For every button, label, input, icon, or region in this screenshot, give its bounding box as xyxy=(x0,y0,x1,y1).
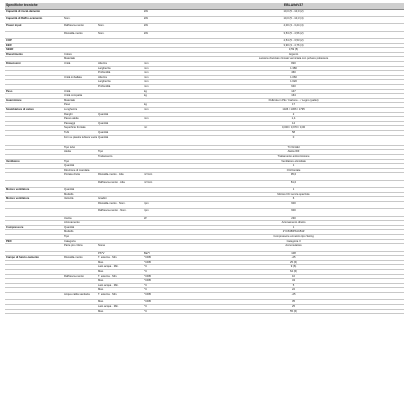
row-sub-label: Azionamento xyxy=(63,221,97,226)
row-sub-label: Quantità xyxy=(63,188,97,193)
row-sub-label: Materiale xyxy=(63,57,97,62)
row-detail-label: Raffresca-mento · Nom. xyxy=(97,209,143,216)
row-unit: mm xyxy=(143,80,183,85)
row-value: Orizzontale xyxy=(183,168,404,173)
row-value: 0 xyxy=(183,135,404,145)
row-value: 2 xyxy=(183,112,404,117)
row-detail-label: T. esterna · Min. xyxy=(97,292,143,299)
row-group-label: Motore ventilatore xyxy=(5,188,63,193)
row-unit: mm xyxy=(143,85,183,90)
row-sub-label xyxy=(63,209,97,216)
row-unit: mm xyxy=(143,66,183,71)
row-sub-label: Quantità xyxy=(63,225,97,230)
row-value: Pellicola in PE / Cartone... / Legno (pallet) xyxy=(183,98,404,103)
table-row xyxy=(5,16,404,23)
row-value: 9 (6) xyxy=(183,265,404,270)
row-group-label: Motore ventilatore xyxy=(5,197,63,202)
row-value: 25 xyxy=(183,304,404,309)
table-row xyxy=(5,135,404,145)
row-group-label: Power input xyxy=(5,24,63,31)
row-value: 10 xyxy=(183,274,404,279)
row-sub-label: Passaggi xyxy=(63,121,97,126)
row-value: 1326 / 1366 / 1795 xyxy=(183,107,404,112)
row-group-label: SEER xyxy=(5,48,63,53)
row-unit: mm xyxy=(143,75,183,80)
row-sub-label: Riscalda-mento xyxy=(63,256,97,261)
row-group-label: Ventilatore xyxy=(5,159,63,164)
row-sub-label: Lunghezza xyxy=(63,107,97,112)
row-value: 3,59 (5) xyxy=(183,48,404,53)
row-detail-label: Max. xyxy=(97,260,143,265)
row-unit: m³/min xyxy=(143,173,183,180)
row-sub-label: Materiale xyxy=(63,98,97,103)
row-group-label xyxy=(5,292,63,299)
row-value: 6 xyxy=(183,197,404,202)
table-row xyxy=(5,201,404,208)
row-value: 2YC63BPXA1B1# xyxy=(183,230,404,235)
row-value: 95,0 xyxy=(183,173,404,180)
row-group-label: EER xyxy=(5,43,63,48)
row-value: Argento xyxy=(183,52,404,57)
row-value: 1 xyxy=(183,188,404,193)
row-unit: °CDB xyxy=(143,274,183,279)
row-value: Ventilatore elicoidale xyxy=(183,159,404,164)
row-group-label: Capacità di riscal-damento xyxy=(5,9,63,16)
row-unit: kg xyxy=(143,94,183,99)
row-unit: kg xyxy=(143,89,183,94)
row-unit: Bar*l xyxy=(143,251,183,256)
row-value: 460 xyxy=(183,71,404,76)
row-value: 1 xyxy=(183,164,404,169)
row-value: 10,0 (5 - 10,0 (2) xyxy=(183,9,404,16)
row-value: Lamiera d'acciaio zincato verniciata con polvere poliestere xyxy=(183,57,404,62)
row-unit: rpm xyxy=(143,201,183,208)
row-detail-label: Max. xyxy=(97,309,143,314)
row-group-label xyxy=(5,180,63,187)
row-value: 55 (6) xyxy=(183,309,404,314)
table-row xyxy=(5,9,404,16)
row-unit: kW xyxy=(143,31,183,38)
row-unit: °CDB xyxy=(143,256,183,261)
row-value: Tri 6d HEI xyxy=(183,145,404,150)
row-value: 35 xyxy=(183,300,404,305)
row-detail-label: Quantità xyxy=(97,112,143,117)
row-unit: mm xyxy=(143,107,183,112)
row-detail-label: Tipo xyxy=(97,150,143,155)
table-row xyxy=(5,309,404,314)
row-unit: kg xyxy=(143,103,183,108)
row-detail-label: PS*V xyxy=(97,251,143,256)
row-sub-label: Uscita xyxy=(63,216,97,221)
row-sub-label: Raffresca-mento xyxy=(63,274,97,279)
row-detail-label: Nome xyxy=(97,244,143,251)
row-detail-label: Larghezza xyxy=(97,66,143,71)
row-value: 1,4 xyxy=(183,117,404,122)
row-sub-label: Ranghi xyxy=(63,112,97,117)
spec-table xyxy=(5,3,404,314)
row-group-label: Compressore xyxy=(5,225,63,230)
row-value: 820 xyxy=(183,62,404,67)
row-sub-label: Tipo tubo xyxy=(63,145,97,150)
row-detail-label: Max. xyxy=(97,269,143,274)
row-detail-label xyxy=(97,9,143,16)
row-unit: °C xyxy=(143,304,183,309)
row-unit: °CDB xyxy=(143,300,183,305)
row-detail-label: Max. xyxy=(97,300,143,305)
row-detail-label: Lato acqua · Min. xyxy=(97,283,143,288)
row-value: 81,0 xyxy=(183,180,404,187)
row-sub-label: Unità xyxy=(63,62,97,67)
row-unit: rpm xyxy=(143,209,183,216)
row-unit xyxy=(143,244,183,251)
table-title: Specifiche tecniche xyxy=(5,3,183,9)
row-unit: °C xyxy=(143,265,183,270)
row-sub-label: Unità xyxy=(63,89,97,94)
row-group-label xyxy=(5,201,63,208)
row-group-label xyxy=(5,31,63,38)
row-value: 1.620 xyxy=(183,80,404,85)
row-sub-label: Aletta xyxy=(63,150,97,155)
table-row xyxy=(5,292,404,299)
row-unit: °C xyxy=(143,269,183,274)
row-unit xyxy=(143,135,183,145)
row-value: 4,54 (5 - 3,53 (2) xyxy=(183,39,404,44)
row-sub-label xyxy=(63,9,97,16)
table-row xyxy=(5,209,404,216)
row-detail-label: T. esterna · Min. xyxy=(97,256,143,261)
row-value: 5 xyxy=(183,283,404,288)
row-sub-label: Tubi xyxy=(63,130,97,135)
row-group-label: Scambiatore di calore xyxy=(5,107,63,112)
row-value: -25 xyxy=(183,256,404,261)
row-sub-label: Categoria xyxy=(63,239,97,244)
row-unit: kW xyxy=(143,24,183,31)
row-unit: °CDB xyxy=(143,260,183,265)
row-sub-label: Parte più critica xyxy=(63,244,97,251)
row-group-label xyxy=(5,309,63,314)
table-row xyxy=(5,244,404,251)
row-sub-label: Fori su piastra tubiera vuota xyxy=(63,135,97,145)
row-detail-label: Nom. xyxy=(97,31,143,38)
row-value: 3,53 (5 - 4,56 (2) xyxy=(183,31,404,38)
table-row xyxy=(5,24,404,31)
row-value: Accumulatore xyxy=(183,244,404,251)
model-code: EBLA9dV37 xyxy=(183,3,404,9)
row-value: 230 xyxy=(183,216,404,221)
row-value: 3,90 (3 - 4,76 (4) xyxy=(183,43,404,48)
row-sub-label: Superficie frontale xyxy=(63,126,97,131)
row-value: Categoria II xyxy=(183,239,404,244)
row-sub-label: Velocità xyxy=(63,197,97,202)
row-group-label xyxy=(5,173,63,180)
row-value: 64 (6) xyxy=(183,269,404,274)
row-sub-label: Unità imballata xyxy=(63,75,97,80)
row-value: 4,00 (3 - 3,24 (4) xyxy=(183,24,404,31)
row-detail-label: Altezza xyxy=(97,62,143,67)
row-value: 10,0 (5 - 10,3 (4) xyxy=(183,16,404,23)
row-unit: mm xyxy=(143,62,183,67)
row-unit: kW xyxy=(143,9,183,16)
row-sub-label: Colore xyxy=(63,52,97,57)
row-detail-label: Quantità xyxy=(97,121,143,126)
row-unit: °C xyxy=(143,283,183,288)
row-sub-label: Tipo xyxy=(63,159,97,164)
row-detail-label: Profondità xyxy=(97,85,143,90)
table-row xyxy=(5,173,404,180)
row-value: 640 xyxy=(183,85,404,90)
row-group-label: PED xyxy=(5,239,63,244)
row-detail-label: Max. xyxy=(97,279,143,284)
row-detail-label: Quantità xyxy=(97,130,143,135)
row-value: -25 xyxy=(183,292,404,299)
row-unit: W xyxy=(143,216,183,221)
row-unit: mm xyxy=(143,71,183,76)
row-group-label: Dimensioni xyxy=(5,62,63,67)
row-detail-label: Riscalda-mento · Nom. xyxy=(97,201,143,208)
row-value: 43 xyxy=(183,279,404,284)
row-detail-label xyxy=(97,16,143,23)
row-sub-label: Modello xyxy=(63,230,97,235)
row-sub-label: Peso xyxy=(63,103,97,108)
row-unit: kW xyxy=(143,16,183,23)
spec-body xyxy=(5,9,404,314)
row-detail-label: Quantità xyxy=(97,135,143,145)
row-unit: °C xyxy=(143,309,183,314)
row-value: 17 xyxy=(183,103,404,108)
row-unit: m³/min xyxy=(143,180,183,187)
row-sub-label: Unità compatta xyxy=(63,94,97,99)
row-sub-label: Tipo xyxy=(63,235,97,240)
row-value: 22 xyxy=(183,288,404,293)
row-detail-label: Lato acqua · Min. xyxy=(97,265,143,270)
row-sub-label: Direzione di mandata xyxy=(63,168,97,173)
row-value: 108 xyxy=(183,251,404,256)
row-sub-label: Acqua calda sanitaria xyxy=(63,292,97,299)
row-unit: °C xyxy=(143,288,183,293)
row-group-label: Capacità di Raffre-scamento xyxy=(5,16,63,23)
row-value: Trattamento anticorrosione xyxy=(183,154,404,159)
row-value: Aletta WF xyxy=(183,150,404,155)
row-value: 25 (6) xyxy=(183,260,404,265)
row-detail-label: Altezza xyxy=(97,75,143,80)
row-sub-label xyxy=(63,201,97,208)
row-detail-label: T. esterna · Min. xyxy=(97,274,143,279)
row-sub-label xyxy=(63,309,97,314)
row-detail-label: Gradini xyxy=(97,197,143,202)
row-sub-label: Modello xyxy=(63,192,97,197)
row-value: 14 xyxy=(183,121,404,126)
row-group-label xyxy=(5,135,63,145)
row-sub-label: Nom. xyxy=(63,16,97,23)
row-value: 58 xyxy=(183,130,404,135)
spec-sheet xyxy=(5,3,404,314)
row-value: 147 xyxy=(183,89,404,94)
row-detail-label: Nom. xyxy=(97,24,143,31)
row-value: 0,000 / 0,970 / 0,00 xyxy=(183,126,404,131)
row-value: 164 xyxy=(183,94,404,99)
row-detail-label: Max. xyxy=(97,288,143,293)
row-detail-label: Larghezza xyxy=(97,80,143,85)
row-value: 600 xyxy=(183,201,404,208)
row-unit: mm xyxy=(143,117,183,122)
row-group-label: Rivestimento xyxy=(5,52,63,57)
row-group-label: COP xyxy=(5,39,63,44)
row-value: 1.060 xyxy=(183,75,404,80)
row-detail-label: Riscalda-mento · Alta xyxy=(97,173,143,180)
row-group-label: Campo di funzio-namento xyxy=(5,256,63,261)
row-detail-label: Trattamento xyxy=(97,154,143,159)
row-sub-label: Riscalda-mento xyxy=(63,31,97,38)
row-sub-label: Raffresca-mento xyxy=(63,24,97,31)
row-value: 1.380 xyxy=(183,66,404,71)
row-group-label xyxy=(5,209,63,216)
row-value: Azionamento diretto xyxy=(183,221,404,226)
row-value: 1 xyxy=(183,225,404,230)
table-row xyxy=(5,31,404,38)
row-sub-label: Quantità xyxy=(63,164,97,169)
row-detail-label: Profondità xyxy=(97,71,143,76)
row-sub-label: Passo alette xyxy=(63,117,97,122)
row-group-label: Peso xyxy=(5,89,63,94)
row-value: 600 xyxy=(183,209,404,216)
row-unit: m² xyxy=(143,126,183,131)
row-group-label: Guarnizione xyxy=(5,98,63,103)
row-unit: °CDB xyxy=(143,292,183,299)
row-unit: °CDB xyxy=(143,279,183,284)
row-sub-label: Portata d'aria xyxy=(63,173,97,180)
row-sub-label xyxy=(63,180,97,187)
table-row xyxy=(5,180,404,187)
row-detail-label: Lato acqua · Min. xyxy=(97,304,143,309)
row-value: Motore DC senza spazzole xyxy=(183,192,404,197)
row-group-label xyxy=(5,244,63,251)
row-value: Compressore ermetico tipo Swing xyxy=(183,235,404,240)
row-detail-label: Raffresca-mento · Alta xyxy=(97,180,143,187)
